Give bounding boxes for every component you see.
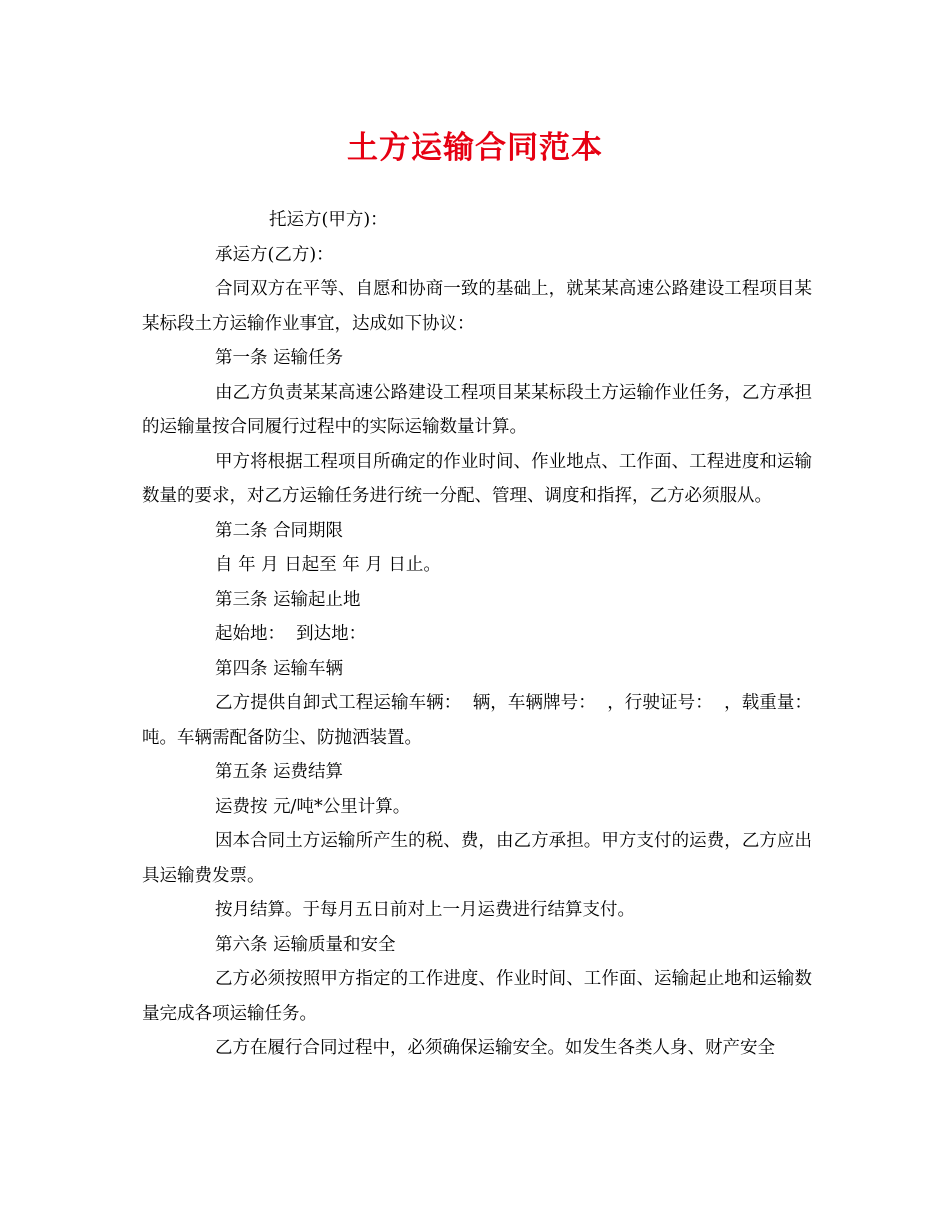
party-a-line: 托运方(甲方)： [269,210,388,230]
article-5-paragraph-2: 因本合同土方运输所产生的税、费，由乙方承担。甲方支付的运费，乙方应出具运输费发票。 [142,831,812,886]
article-3-paragraph: 起始地： 到达地： [215,624,367,644]
party-b-line: 承运方(乙方)： [215,244,334,265]
article-2-paragraph: 自 年 月 日起至 年 月 日止。 [215,555,441,575]
article-4-paragraph: 乙方提供自卸式工程运输车辆： 辆，车辆牌号： ，行驶证号： ，载重量： 吨。车辆需配备防尘、防抛洒装置。 [142,693,824,748]
document-title: 土方运输合同范本 [347,130,603,166]
document-body [142,203,824,1066]
article-2-heading: 第二条 合同期限 [215,520,344,541]
article-1-paragraph-2: 甲方将根据工程项目所确定的作业时间、作业地点、工作面、工程进度和运输数量的要求，对乙方运输任务进行统一分配、管理、调度和指挥，乙方必须服从。 [142,451,812,506]
article-4-heading: 第四条 运输车辆 [215,658,344,679]
article-6-paragraph-1: 乙方必须按照甲方指定的工作进度、作业时间、工作面、运输起止地和运输数量完成各项运输任务。 [142,969,812,1024]
preamble-paragraph: 合同双方在平等、自愿和协商一致的基础上，就某某高速公路建设工程项目某某标段土方运输作业事宜，达成如下协议： [142,279,812,334]
article-5-heading: 第五条 运费结算 [215,762,344,782]
article-3-heading: 第三条 运输起止地 [215,589,361,610]
article-1-paragraph-1: 由乙方负责某某高速公路建设工程项目某某标段土方运输作业任务，乙方承担的运输量按合同履行过程中的实际运输数量计算。 [142,382,812,437]
article-1-heading: 第一条 运输任务 [215,348,344,368]
article-5-paragraph-3: 按月结算。于每月五日前对上一月运费进行结算支付。 [215,900,635,920]
article-5-paragraph-1: 运费按 元/吨*公里计算。 [215,796,411,817]
article-6-paragraph-2: 乙方在履行合同过程中，必须确保运输安全。如发生各类人身、财产安全 [215,1038,775,1058]
article-6-heading: 第六条 运输质量和安全 [215,934,396,955]
